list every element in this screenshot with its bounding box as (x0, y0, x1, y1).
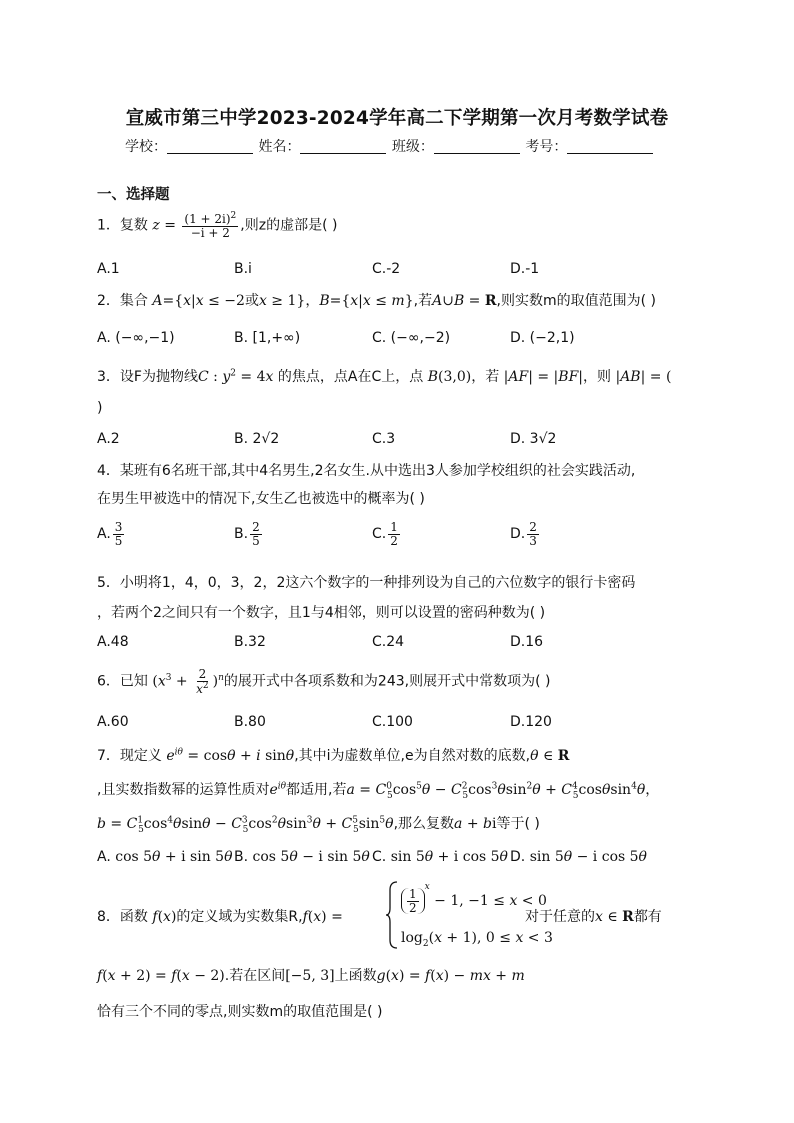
option-b: B.32 (234, 634, 266, 650)
option-b: B.i (234, 261, 252, 277)
option-d: D.16 (510, 634, 544, 650)
name-blank (300, 139, 386, 154)
option-d: D. (−2,1) (510, 330, 575, 346)
question-7: 7．现定义 $e^{i\theta} = \cos\theta + i$ sinθ,其中i为虚数单位,e为自然对数的底数,θ ∈ R (97, 747, 570, 764)
option-a: A. (−∞,−1) (97, 330, 175, 346)
question-7-line3: $b = C^1_5\cos^4\theta\sin\theta - C^3_5\cos^2\theta\sin^3\theta + C^5_5\sin^5\theta$,那么复数a + bi等于( ) (97, 815, 540, 835)
name-label: 姓名： (258, 139, 301, 155)
option-a: A. $\frac{3}{5}$ (97, 520, 123, 548)
school-label: 学校： (125, 139, 167, 155)
option-a: A. cos 5θ + i sin 5θ (97, 849, 233, 865)
left-brace (385, 880, 399, 950)
page-title: 宣威市第三中学2023-2024学年高二下学期第一次月考数学试卷 (125, 108, 669, 129)
option-b: B. 2√2 (234, 431, 280, 447)
question-2: 2．集合 A={x|x ≤ −2或x ≥ 1}，B={x|x ≤ m},若A∪B = R,则实数m的取值范围为( ) (97, 293, 656, 309)
question-8: 8．函数 f(x)的定义域为实数集R,f(x) = (97, 909, 343, 925)
formula: z = (152, 217, 176, 234)
question-8-line2: f(x + 2) = f(x − 2).若在区间[−5, 3]上函数g(x) = f(x) − mx + m (97, 968, 525, 984)
formula: $\frac{(1 + 2i)^2}{-i + 2}$ (184, 211, 237, 240)
exam-number-blank (567, 139, 653, 154)
school-blank (167, 139, 253, 154)
option-a: A.2 (97, 431, 120, 447)
option-a: A.48 (97, 634, 129, 650)
question-5: 5．小明将1，4，0，3，2，2这六个数字的一种排列设为自己的六位数字的银行卡密码 (97, 575, 636, 591)
question-4: 4．某班有6名班干部,其中4名男生,2名女生.从中选出3人参加学校组织的社会实践活动, (97, 463, 636, 479)
option-c: C.100 (372, 714, 413, 730)
option-d: D. $\frac{2}{3}$ (510, 520, 537, 548)
option-b: B. $\frac{2}{5}$ (234, 520, 260, 548)
question-1: 1．复数 z = $\frac{(1 + 2i)^2}{-i + 2}$ ,则z的虚部是( ) (97, 211, 338, 240)
student-info-line (125, 136, 654, 156)
option-d: D.120 (510, 714, 552, 730)
class-label: 班级： (391, 139, 434, 155)
option-c: C.24 (372, 634, 405, 650)
option-c: C. sin 5θ + i cos 5θ (372, 849, 508, 865)
option-b: B. [1,+∞) (234, 330, 301, 346)
question-5-cont: ，若两个2之间只有一个数字，且1与4相邻，则可以设置的密码种数为( ) (97, 605, 546, 621)
exam-number-label: 考号： (525, 139, 568, 155)
option-b: B. cos 5θ − i sin 5θ (234, 849, 370, 865)
class-blank (434, 139, 520, 154)
question-6: 6．已知 ($x^3$ + $\frac{2}{x^2}$ )$^n$的展开式中各项系数和为243,则展开式中常数项为( ) (97, 667, 551, 696)
question-3-cont: ) (97, 400, 103, 416)
option-c: C. $\frac{1}{2}$ (372, 520, 398, 548)
question-7-line2: ,且实数指数幂的运算性质对$e^{i\theta}$都适用,若$a = C^0_5\cos^5\theta - C^2_5\cos^3\theta\sin^2\theta + C^4_5\cos\theta\sin^4\theta$， (97, 781, 660, 801)
option-c: C. (−∞,−2) (372, 330, 451, 346)
option-a: A.60 (97, 714, 129, 730)
option-b: B.80 (234, 714, 266, 730)
question-3: 3．设F为抛物线C : $y^2 = 4x$ 的焦点，点A在C上，点 B(3,0)，若 |AF| = |BF|，则 |AB| = ( (97, 368, 672, 385)
question-8-line3: 恰有三个不同的零点,则实数m的取值范围是( ) (97, 1004, 383, 1020)
section-heading: 一、选择题 (97, 187, 170, 203)
option-d: D.-1 (510, 261, 540, 277)
question-8-tail: 对于任意的x ∈ R都有 (525, 909, 662, 925)
option-d: D. sin 5θ − i cos 5θ (510, 849, 647, 865)
formula: A (152, 293, 163, 309)
option-c: C.3 (372, 431, 396, 447)
question-4-cont: 在男生甲被选中的情况下,女生乙也被选中的概率为( ) (97, 491, 425, 507)
option-c: C.-2 (372, 261, 401, 277)
option-a: A.1 (97, 261, 120, 277)
option-d: D. 3√2 (510, 431, 557, 447)
